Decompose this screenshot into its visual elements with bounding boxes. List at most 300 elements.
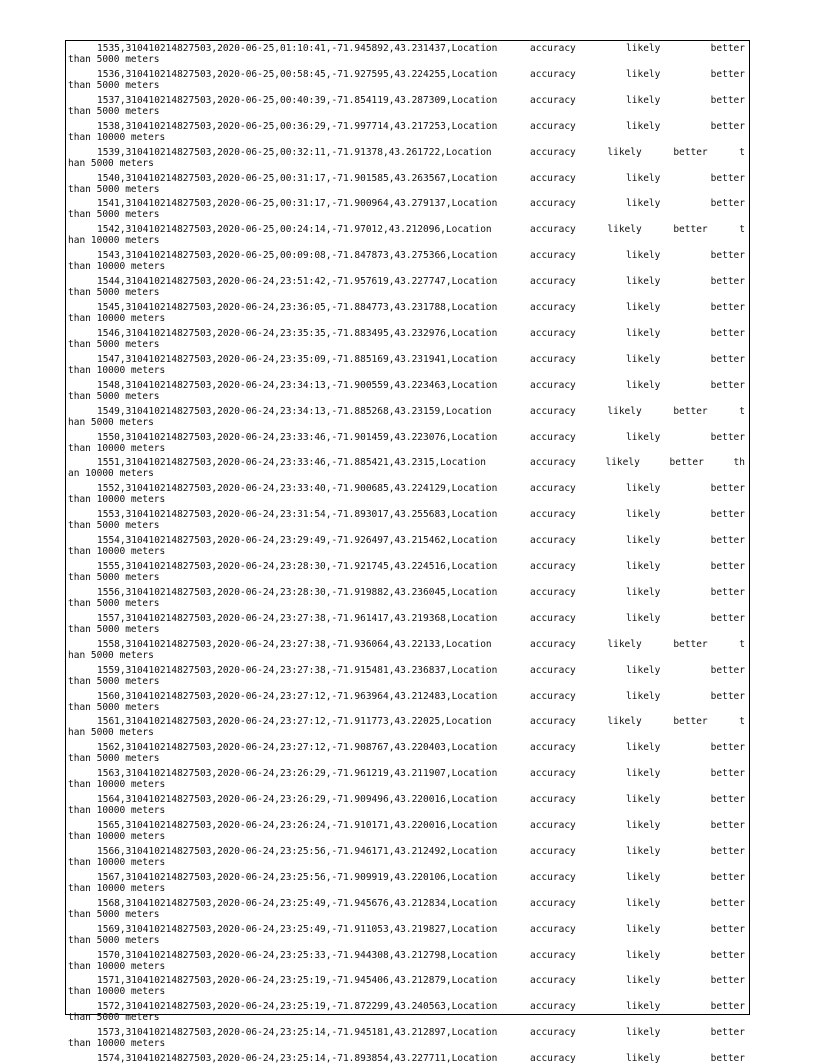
record-row bbox=[66, 794, 749, 816]
accuracy-word: likely bbox=[626, 871, 661, 883]
accuracy-word: better bbox=[710, 897, 745, 909]
record-line bbox=[66, 665, 749, 676]
record-data: 1561,310410214827503,2020-06-24,23:27:12,-71.911773,43.22025,Location bbox=[97, 716, 492, 728]
record-wrap: than 5000 meters bbox=[68, 79, 160, 91]
accuracy-word: accuracy bbox=[530, 1053, 576, 1064]
accuracy-word: better bbox=[710, 742, 745, 754]
record-line bbox=[66, 432, 749, 443]
record-line bbox=[66, 198, 749, 209]
accuracy-word: accuracy bbox=[530, 302, 576, 313]
accuracy-word: accuracy bbox=[530, 146, 576, 158]
record-data: 1543,310410214827503,2020-06-25,00:09:08,-71.847873,43.275366,Location bbox=[97, 250, 498, 262]
accuracy-word: better bbox=[710, 509, 745, 521]
record-line bbox=[66, 302, 749, 313]
accuracy-word: t bbox=[739, 716, 745, 728]
accuracy-word: better bbox=[673, 638, 708, 650]
accuracy-word: accuracy bbox=[530, 664, 576, 676]
record-wrap: an 10000 meters bbox=[68, 468, 154, 480]
accuracy-word: likely bbox=[626, 561, 661, 572]
record-data: 1553,310410214827503,2020-06-24,23:31:54,-71.893017,43.255683,Location bbox=[97, 509, 498, 521]
record-line bbox=[66, 535, 749, 546]
accuracy-word: better bbox=[710, 43, 745, 54]
accuracy-word: better bbox=[710, 250, 745, 262]
record-row bbox=[66, 846, 749, 868]
record-accuracy bbox=[530, 224, 745, 235]
record-accuracy bbox=[530, 173, 745, 184]
accuracy-word: likely bbox=[607, 405, 642, 417]
accuracy-word: accuracy bbox=[530, 172, 576, 184]
record-wrap: than 5000 meters bbox=[68, 1012, 160, 1024]
record-wrap: han 10000 meters bbox=[68, 235, 160, 247]
record-line bbox=[66, 742, 749, 753]
record-accuracy bbox=[530, 950, 745, 961]
record-line bbox=[66, 380, 749, 391]
record-row bbox=[66, 509, 749, 531]
record-accuracy bbox=[530, 354, 745, 365]
record-wrap: than 10000 meters bbox=[68, 364, 166, 376]
accuracy-word: better bbox=[710, 664, 745, 676]
accuracy-word: better bbox=[673, 716, 708, 728]
record-row bbox=[66, 69, 749, 91]
record-row bbox=[66, 380, 749, 402]
record-accuracy bbox=[530, 561, 745, 572]
accuracy-word: better bbox=[710, 353, 745, 365]
record-data: 1556,310410214827503,2020-06-24,23:28:30,-71.919882,43.236045,Location bbox=[97, 586, 498, 598]
record-data: 1550,310410214827503,2020-06-24,23:33:46,-71.901459,43.223076,Location bbox=[97, 431, 498, 443]
record-wrap: than 5000 meters bbox=[68, 675, 160, 687]
record-accuracy bbox=[530, 639, 745, 650]
accuracy-word: accuracy bbox=[530, 794, 576, 806]
accuracy-word: better bbox=[710, 327, 745, 339]
record-accuracy bbox=[530, 43, 745, 54]
accuracy-word: accuracy bbox=[530, 690, 576, 702]
accuracy-word: accuracy bbox=[530, 120, 576, 132]
record-line bbox=[66, 924, 749, 935]
record-line bbox=[66, 820, 749, 831]
record-row bbox=[66, 587, 749, 609]
accuracy-word: likely bbox=[607, 716, 642, 728]
record-line bbox=[66, 1053, 749, 1064]
record-data: 1539,310410214827503,2020-06-25,00:32:11,-71.91378,43.261722,Location bbox=[97, 146, 492, 158]
record-row bbox=[66, 224, 749, 246]
record-row bbox=[66, 691, 749, 713]
record-wrap: than 10000 meters bbox=[68, 831, 166, 842]
accuracy-word: better bbox=[710, 871, 745, 883]
record-line bbox=[66, 768, 749, 779]
accuracy-word: likely bbox=[626, 379, 661, 391]
accuracy-word: better bbox=[673, 405, 708, 417]
record-wrap: than 10000 meters bbox=[68, 131, 166, 143]
accuracy-word: likely bbox=[626, 690, 661, 702]
accuracy-word: better bbox=[710, 94, 745, 106]
record-data: 1545,310410214827503,2020-06-24,23:36:05,-71.884773,43.231788,Location bbox=[97, 302, 498, 313]
record-accuracy bbox=[530, 121, 745, 132]
accuracy-word: better bbox=[710, 561, 745, 572]
record-data: 1549,310410214827503,2020-06-24,23:34:13,-71.885268,43.23159,Location bbox=[97, 405, 492, 417]
record-accuracy bbox=[530, 924, 745, 935]
record-data: 1570,310410214827503,2020-06-24,23:25:33,-71.944308,43.212798,Location bbox=[97, 949, 498, 961]
record-row bbox=[66, 639, 749, 661]
accuracy-word: accuracy bbox=[530, 871, 576, 883]
record-accuracy bbox=[530, 380, 745, 391]
accuracy-word: accuracy bbox=[530, 716, 576, 728]
record-wrap: than 10000 meters bbox=[68, 805, 166, 817]
accuracy-word: accuracy bbox=[530, 1001, 576, 1013]
accuracy-word: likely bbox=[626, 172, 661, 184]
record-row bbox=[66, 742, 749, 764]
accuracy-word: accuracy bbox=[530, 535, 576, 547]
record-wrap: than 10000 meters bbox=[68, 779, 166, 791]
record-line bbox=[66, 1027, 749, 1038]
record-row bbox=[66, 354, 749, 376]
record-wrap: than 5000 meters bbox=[68, 390, 160, 402]
record-line bbox=[66, 846, 749, 857]
accuracy-word: accuracy bbox=[530, 431, 576, 443]
record-wrap: than 10000 meters bbox=[68, 494, 166, 506]
accuracy-word: likely bbox=[626, 302, 661, 313]
record-line bbox=[66, 561, 749, 572]
accuracy-word: t bbox=[739, 405, 745, 417]
record-wrap: han 5000 meters bbox=[68, 157, 154, 169]
record-accuracy bbox=[530, 820, 745, 831]
accuracy-word: likely bbox=[607, 224, 642, 236]
record-row bbox=[66, 535, 749, 557]
accuracy-word: likely bbox=[626, 43, 661, 54]
record-wrap: than 10000 meters bbox=[68, 882, 166, 894]
record-row bbox=[66, 561, 749, 583]
record-wrap: than 5000 meters bbox=[68, 54, 160, 65]
accuracy-word: better bbox=[710, 690, 745, 702]
record-wrap: than 5000 meters bbox=[68, 597, 160, 609]
record-line bbox=[66, 691, 749, 702]
accuracy-word: likely bbox=[626, 250, 661, 262]
accuracy-word: likely bbox=[626, 923, 661, 935]
record-data: 1546,310410214827503,2020-06-24,23:35:35,-71.883495,43.232976,Location bbox=[97, 327, 498, 339]
record-accuracy bbox=[530, 975, 745, 986]
document-frame bbox=[65, 40, 750, 1064]
record-wrap: than 5000 meters bbox=[68, 287, 160, 299]
record-line bbox=[66, 406, 749, 417]
record-data: 1574,310410214827503,2020-06-24,23:25:14,-71.893854,43.227711,Location bbox=[97, 1053, 498, 1064]
accuracy-word: accuracy bbox=[530, 975, 576, 987]
record-accuracy bbox=[530, 198, 745, 209]
accuracy-word: better bbox=[710, 120, 745, 132]
record-wrap: than 5000 meters bbox=[68, 105, 160, 117]
record-row bbox=[66, 432, 749, 454]
record-accuracy bbox=[530, 1053, 745, 1064]
record-row bbox=[66, 173, 749, 195]
accuracy-word: accuracy bbox=[530, 43, 576, 54]
accuracy-word: accuracy bbox=[530, 845, 576, 857]
accuracy-word: better bbox=[710, 768, 745, 780]
accuracy-word: likely bbox=[626, 612, 661, 624]
record-line bbox=[66, 716, 749, 727]
record-data: 1540,310410214827503,2020-06-25,00:31:17,-71.901585,43.263567,Location bbox=[97, 172, 498, 184]
record-wrap: than 10000 meters bbox=[68, 856, 166, 868]
accuracy-word: likely bbox=[626, 327, 661, 339]
record-row bbox=[66, 665, 749, 687]
record-line bbox=[66, 95, 749, 106]
accuracy-word: accuracy bbox=[530, 509, 576, 521]
record-data: 1573,310410214827503,2020-06-24,23:25:14,-71.945181,43.212897,Location bbox=[97, 1027, 498, 1039]
record-row bbox=[66, 147, 749, 169]
record-data: 1537,310410214827503,2020-06-25,00:40:39,-71.854119,43.287309,Location bbox=[97, 94, 498, 106]
record-data: 1541,310410214827503,2020-06-25,00:31:17,-71.900964,43.279137,Location bbox=[97, 198, 498, 210]
record-data: 1554,310410214827503,2020-06-24,23:29:49,-71.926497,43.215462,Location bbox=[97, 535, 498, 547]
record-data: 1559,310410214827503,2020-06-24,23:27:38,-71.915481,43.236837,Location bbox=[97, 664, 498, 676]
record-accuracy bbox=[530, 95, 745, 106]
accuracy-word: better bbox=[710, 68, 745, 80]
record-accuracy bbox=[530, 587, 745, 598]
record-wrap: than 10000 meters bbox=[68, 261, 166, 273]
record-data: 1568,310410214827503,2020-06-24,23:25:49,-71.945676,43.212834,Location bbox=[97, 897, 498, 909]
accuracy-word: likely bbox=[626, 483, 661, 495]
record-line bbox=[66, 173, 749, 184]
accuracy-word: better bbox=[710, 172, 745, 184]
record-accuracy bbox=[530, 846, 745, 857]
accuracy-word: t bbox=[739, 146, 745, 158]
record-data: 1542,310410214827503,2020-06-25,00:24:14,-71.97012,43.212096,Location bbox=[97, 224, 492, 236]
record-data: 1571,310410214827503,2020-06-24,23:25:19,-71.945406,43.212879,Location bbox=[97, 975, 498, 987]
accuracy-word: accuracy bbox=[530, 457, 576, 469]
record-wrap: than 5000 meters bbox=[68, 572, 160, 583]
accuracy-word: accuracy bbox=[530, 198, 576, 210]
record-wrap: than 5000 meters bbox=[68, 209, 160, 221]
record-line bbox=[66, 224, 749, 235]
record-row bbox=[66, 820, 749, 842]
record-line bbox=[66, 587, 749, 598]
record-row bbox=[66, 483, 749, 505]
record-line bbox=[66, 43, 749, 54]
accuracy-word: accuracy bbox=[530, 250, 576, 262]
accuracy-word: likely bbox=[626, 431, 661, 443]
record-line bbox=[66, 794, 749, 805]
record-accuracy bbox=[530, 716, 745, 727]
accuracy-word: better bbox=[710, 586, 745, 598]
accuracy-word: th bbox=[733, 457, 745, 469]
accuracy-word: better bbox=[710, 794, 745, 806]
accuracy-word: better bbox=[669, 457, 704, 469]
record-row bbox=[66, 43, 749, 65]
record-wrap: than 5000 meters bbox=[68, 623, 160, 635]
accuracy-word: likely bbox=[626, 509, 661, 521]
accuracy-word: better bbox=[710, 1027, 745, 1039]
accuracy-word: likely bbox=[626, 768, 661, 780]
record-line bbox=[66, 898, 749, 909]
record-wrap: than 10000 meters bbox=[68, 960, 166, 972]
record-data: 1552,310410214827503,2020-06-24,23:33:40,-71.900685,43.224129,Location bbox=[97, 483, 498, 495]
record-wrap: han 5000 meters bbox=[68, 416, 154, 428]
accuracy-word: better bbox=[710, 1001, 745, 1013]
accuracy-word: accuracy bbox=[530, 638, 576, 650]
accuracy-word: likely bbox=[626, 949, 661, 961]
record-accuracy bbox=[530, 1027, 745, 1038]
record-wrap: than 10000 meters bbox=[68, 1038, 166, 1050]
accuracy-word: better bbox=[710, 820, 745, 831]
record-row bbox=[66, 950, 749, 972]
accuracy-word: likely bbox=[626, 198, 661, 210]
accuracy-word: accuracy bbox=[530, 483, 576, 495]
record-data: 1563,310410214827503,2020-06-24,23:26:29,-71.961219,43.211907,Location bbox=[97, 768, 498, 780]
record-line bbox=[66, 613, 749, 624]
accuracy-word: accuracy bbox=[530, 1027, 576, 1039]
accuracy-word: accuracy bbox=[530, 94, 576, 106]
record-line bbox=[66, 354, 749, 365]
record-accuracy bbox=[530, 613, 745, 624]
record-data: 1567,310410214827503,2020-06-24,23:25:56,-71.909919,43.220106,Location bbox=[97, 871, 498, 883]
record-row bbox=[66, 1001, 749, 1023]
record-accuracy bbox=[530, 535, 745, 546]
accuracy-word: better bbox=[710, 975, 745, 987]
accuracy-word: accuracy bbox=[530, 897, 576, 909]
accuracy-word: accuracy bbox=[530, 561, 576, 572]
record-wrap: than 5000 meters bbox=[68, 753, 160, 765]
record-data: 1538,310410214827503,2020-06-25,00:36:29,-71.997714,43.217253,Location bbox=[97, 120, 498, 132]
accuracy-word: likely bbox=[607, 638, 642, 650]
record-row bbox=[66, 457, 749, 479]
record-accuracy bbox=[530, 898, 745, 909]
record-data: 1535,310410214827503,2020-06-25,01:10:41,-71.945892,43.231437,Location bbox=[97, 43, 498, 54]
record-accuracy bbox=[530, 147, 745, 158]
accuracy-word: better bbox=[710, 612, 745, 624]
accuracy-word: accuracy bbox=[530, 742, 576, 754]
accuracy-word: likely bbox=[626, 664, 661, 676]
accuracy-word: accuracy bbox=[530, 224, 576, 236]
record-wrap: than 5000 meters bbox=[68, 183, 160, 195]
record-accuracy bbox=[530, 276, 745, 287]
accuracy-word: t bbox=[739, 638, 745, 650]
record-data: 1562,310410214827503,2020-06-24,23:27:12,-71.908767,43.220403,Location bbox=[97, 742, 498, 754]
record-wrap: than 5000 meters bbox=[68, 701, 160, 713]
record-line bbox=[66, 276, 749, 287]
record-row bbox=[66, 898, 749, 920]
record-row bbox=[66, 768, 749, 790]
accuracy-word: better bbox=[710, 535, 745, 547]
record-accuracy bbox=[530, 665, 745, 676]
accuracy-word: accuracy bbox=[530, 923, 576, 935]
accuracy-word: likely bbox=[626, 1027, 661, 1039]
record-accuracy bbox=[530, 509, 745, 520]
accuracy-word: accuracy bbox=[530, 768, 576, 780]
accuracy-word: likely bbox=[626, 794, 661, 806]
accuracy-word: t bbox=[739, 224, 745, 236]
record-accuracy bbox=[530, 406, 745, 417]
accuracy-word: better bbox=[710, 379, 745, 391]
accuracy-word: likely bbox=[626, 845, 661, 857]
record-line bbox=[66, 639, 749, 650]
record-row bbox=[66, 250, 749, 272]
record-row bbox=[66, 406, 749, 428]
accuracy-word: likely bbox=[626, 94, 661, 106]
accuracy-word: better bbox=[673, 146, 708, 158]
record-accuracy bbox=[530, 742, 745, 753]
accuracy-word: accuracy bbox=[530, 586, 576, 598]
record-data: 1547,310410214827503,2020-06-24,23:35:09,-71.885169,43.231941,Location bbox=[97, 353, 498, 365]
accuracy-word: accuracy bbox=[530, 405, 576, 417]
record-accuracy bbox=[530, 69, 745, 80]
accuracy-word: likely bbox=[626, 276, 661, 288]
record-line bbox=[66, 872, 749, 883]
record-data: 1548,310410214827503,2020-06-24,23:34:13,-71.900559,43.223463,Location bbox=[97, 379, 498, 391]
record-line bbox=[66, 328, 749, 339]
record-data: 1558,310410214827503,2020-06-24,23:27:38,-71.936064,43.22133,Location bbox=[97, 638, 492, 650]
record-accuracy bbox=[530, 432, 745, 443]
accuracy-word: better bbox=[710, 302, 745, 313]
accuracy-word: likely bbox=[605, 457, 640, 469]
accuracy-word: better bbox=[673, 224, 708, 236]
record-line bbox=[66, 121, 749, 132]
record-data: 1536,310410214827503,2020-06-25,00:58:45,-71.927595,43.224255,Location bbox=[97, 68, 498, 80]
record-accuracy bbox=[530, 457, 745, 468]
record-row bbox=[66, 328, 749, 350]
record-data: 1566,310410214827503,2020-06-24,23:25:56,-71.946171,43.212492,Location bbox=[97, 845, 498, 857]
record-wrap: han 5000 meters bbox=[68, 649, 154, 661]
accuracy-word: better bbox=[710, 198, 745, 210]
accuracy-word: accuracy bbox=[530, 276, 576, 288]
record-row bbox=[66, 613, 749, 635]
accuracy-word: better bbox=[710, 949, 745, 961]
record-accuracy bbox=[530, 250, 745, 261]
record-line bbox=[66, 509, 749, 520]
accuracy-word: accuracy bbox=[530, 327, 576, 339]
accuracy-word: likely bbox=[626, 353, 661, 365]
record-accuracy bbox=[530, 872, 745, 883]
record-row bbox=[66, 975, 749, 997]
accuracy-word: likely bbox=[626, 120, 661, 132]
record-line bbox=[66, 250, 749, 261]
record-wrap: than 5000 meters bbox=[68, 934, 160, 946]
record-line bbox=[66, 147, 749, 158]
record-row bbox=[66, 276, 749, 298]
record-data: 1551,310410214827503,2020-06-24,23:33:46,-71.885421,43.2315,Location bbox=[97, 457, 486, 469]
record-data: 1555,310410214827503,2020-06-24,23:28:30,-71.921745,43.224516,Location bbox=[97, 561, 498, 572]
accuracy-word: likely bbox=[626, 1001, 661, 1013]
accuracy-word: likely bbox=[626, 897, 661, 909]
record-accuracy bbox=[530, 483, 745, 494]
record-data: 1569,310410214827503,2020-06-24,23:25:49,-71.911053,43.219827,Location bbox=[97, 923, 498, 935]
record-line bbox=[66, 69, 749, 80]
record-line bbox=[66, 457, 749, 468]
record-data: 1560,310410214827503,2020-06-24,23:27:12,-71.963964,43.212483,Location bbox=[97, 690, 498, 702]
record-wrap: than 10000 meters bbox=[68, 442, 166, 454]
accuracy-word: likely bbox=[626, 1053, 661, 1064]
accuracy-word: better bbox=[710, 431, 745, 443]
accuracy-word: accuracy bbox=[530, 379, 576, 391]
record-data: 1572,310410214827503,2020-06-24,23:25:19,-71.872299,43.240563,Location bbox=[97, 1001, 498, 1013]
record-row bbox=[66, 95, 749, 117]
accuracy-word: likely bbox=[626, 535, 661, 547]
record-row bbox=[66, 716, 749, 738]
record-row bbox=[66, 924, 749, 946]
record-row bbox=[66, 1053, 749, 1064]
record-row bbox=[66, 302, 749, 324]
accuracy-word: better bbox=[710, 923, 745, 935]
accuracy-word: likely bbox=[626, 975, 661, 987]
record-wrap: than 10000 meters bbox=[68, 313, 166, 324]
record-row bbox=[66, 121, 749, 143]
accuracy-word: likely bbox=[626, 742, 661, 754]
accuracy-word: accuracy bbox=[530, 820, 576, 831]
record-accuracy bbox=[530, 794, 745, 805]
record-accuracy bbox=[530, 328, 745, 339]
accuracy-word: accuracy bbox=[530, 949, 576, 961]
record-row bbox=[66, 198, 749, 220]
record-line bbox=[66, 1001, 749, 1012]
record-accuracy bbox=[530, 1001, 745, 1012]
record-accuracy bbox=[530, 691, 745, 702]
record-accuracy bbox=[530, 768, 745, 779]
record-row bbox=[66, 1027, 749, 1049]
